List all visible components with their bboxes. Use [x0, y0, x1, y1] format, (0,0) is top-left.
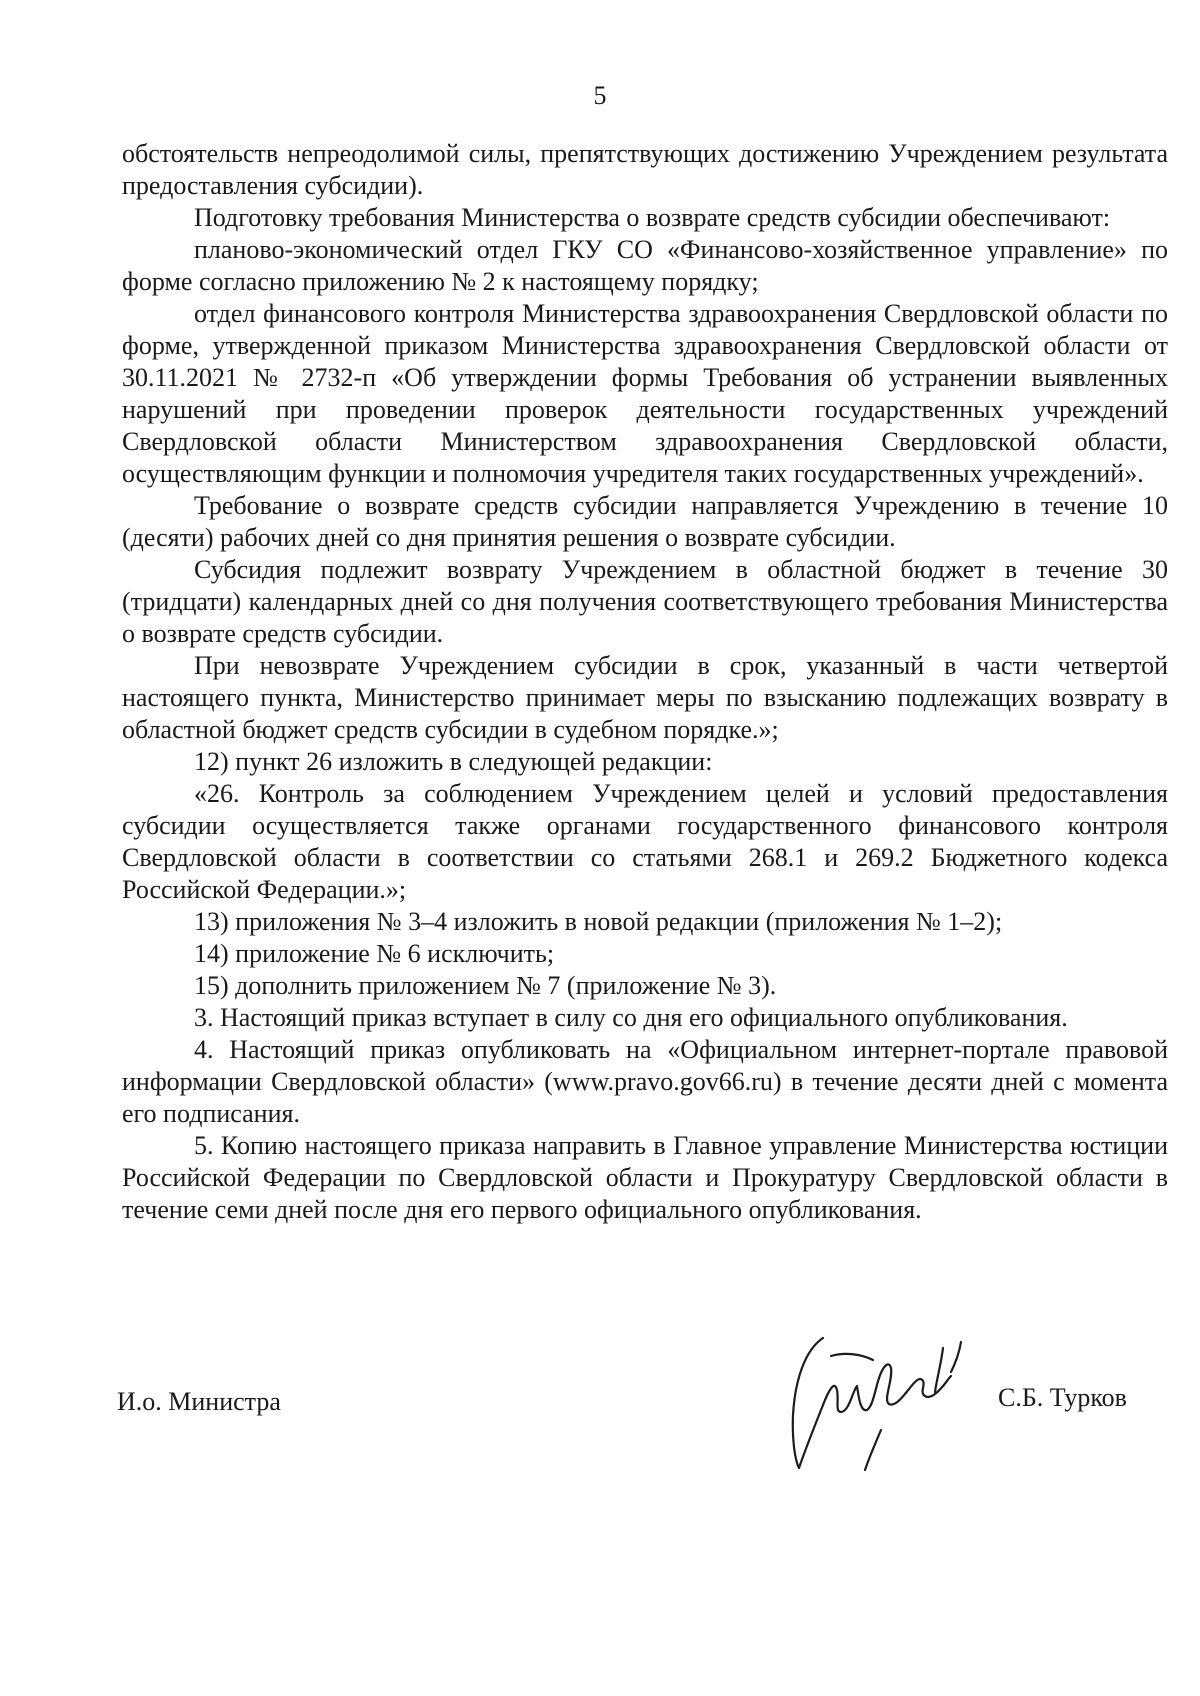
paragraph-5: Требование о возврате средств субсидии направляется Учреждению в течение 10 (десяти) рабочих дней со дня принятия решения о возврате субсидии. [122, 491, 1168, 552]
paragraph-9: «26. Контроль за соблюдением Учреждением целей и условий предоставления субсидии осуществляется также органами государственного финансового контроля Свердловской области в соответствии со статьями 268.1 и 269.2 Бюджетного кодекса Российской Федерации.»; [122, 779, 1168, 904]
paragraph-15: 5. Копию настоящего приказа направить в Главное управление Министерства юстиции Российской Федерации по Свердловской области и Прокуратуру Свердловской области в течение семи дней после дня его первого официального опубликования. [122, 1131, 1168, 1224]
paragraph-13: 3. Настоящий приказ вступает в силу со дня его официального опубликования. [194, 1003, 1068, 1032]
paragraph-7: При невозврате Учреждением субсидии в срок, указанный в части четвертой настоящего пункта, Министерство принимает меры по взысканию подлежащих возврату в областной бюджет средств субсидии в судебном порядке.»; [122, 651, 1168, 744]
paragraph-10: 13) приложения № 3–4 изложить в новой редакции (приложения № 1–2); [194, 907, 1003, 936]
paragraph-8: 12) пункт 26 изложить в следующей редакции: [194, 747, 713, 776]
signatory-position: И.о. Министра [117, 1387, 281, 1416]
paragraph-2: Подготовку требования Министерства о возврате средств субсидии обеспечивают: [194, 203, 1111, 232]
paragraph-4: отдел финансового контроля Министерства здравоохранения Свердловской области по форме, утвержденной приказом Министерства здравоохранения Свердловской области от 30.11.2021 № 2732-п «Об утверждении формы Требования об устранении выявленных нарушений при проведении проверок деятельности государственных учреждений Свердловской области Министерством здравоохранения Свердловской области, осуществляющим функции и полномочия учредителя таких государственных учреждений». [122, 299, 1168, 488]
paragraph-14: 4. Настоящий приказ опубликовать на «Официальном интернет-портале правовой информации Свердловской области» (www.pravo.gov66.ru) в течение десяти дней с момента его подписания. [122, 1035, 1168, 1128]
paragraph-12: 15) дополнить приложением № 7 (приложение № 3). [194, 971, 777, 1000]
document-body [122, 138, 1168, 1226]
signatory-name: С.Б. Турков [998, 1383, 1127, 1412]
paragraph-1: обстоятельств непреодолимой силы, препятствующих достижению Учреждением результата предоставления субсидии). [122, 139, 1168, 200]
handwritten-signature [765, 1320, 1005, 1490]
paragraph-3: планово-экономический отдел ГКУ СО «Финансово-хозяйственное управление» по форме согласно приложению № 2 к настоящему порядку; [122, 235, 1168, 296]
paragraph-6: Субсидия подлежит возврату Учреждением в областной бюджет в течение 30 (тридцати) календарных дней со дня получения соответствующего требования Министерства о возврате средств субсидии. [122, 555, 1168, 648]
paragraph-11: 14) приложение № 6 исключить; [194, 939, 555, 968]
page-number: 5 [593, 81, 607, 110]
